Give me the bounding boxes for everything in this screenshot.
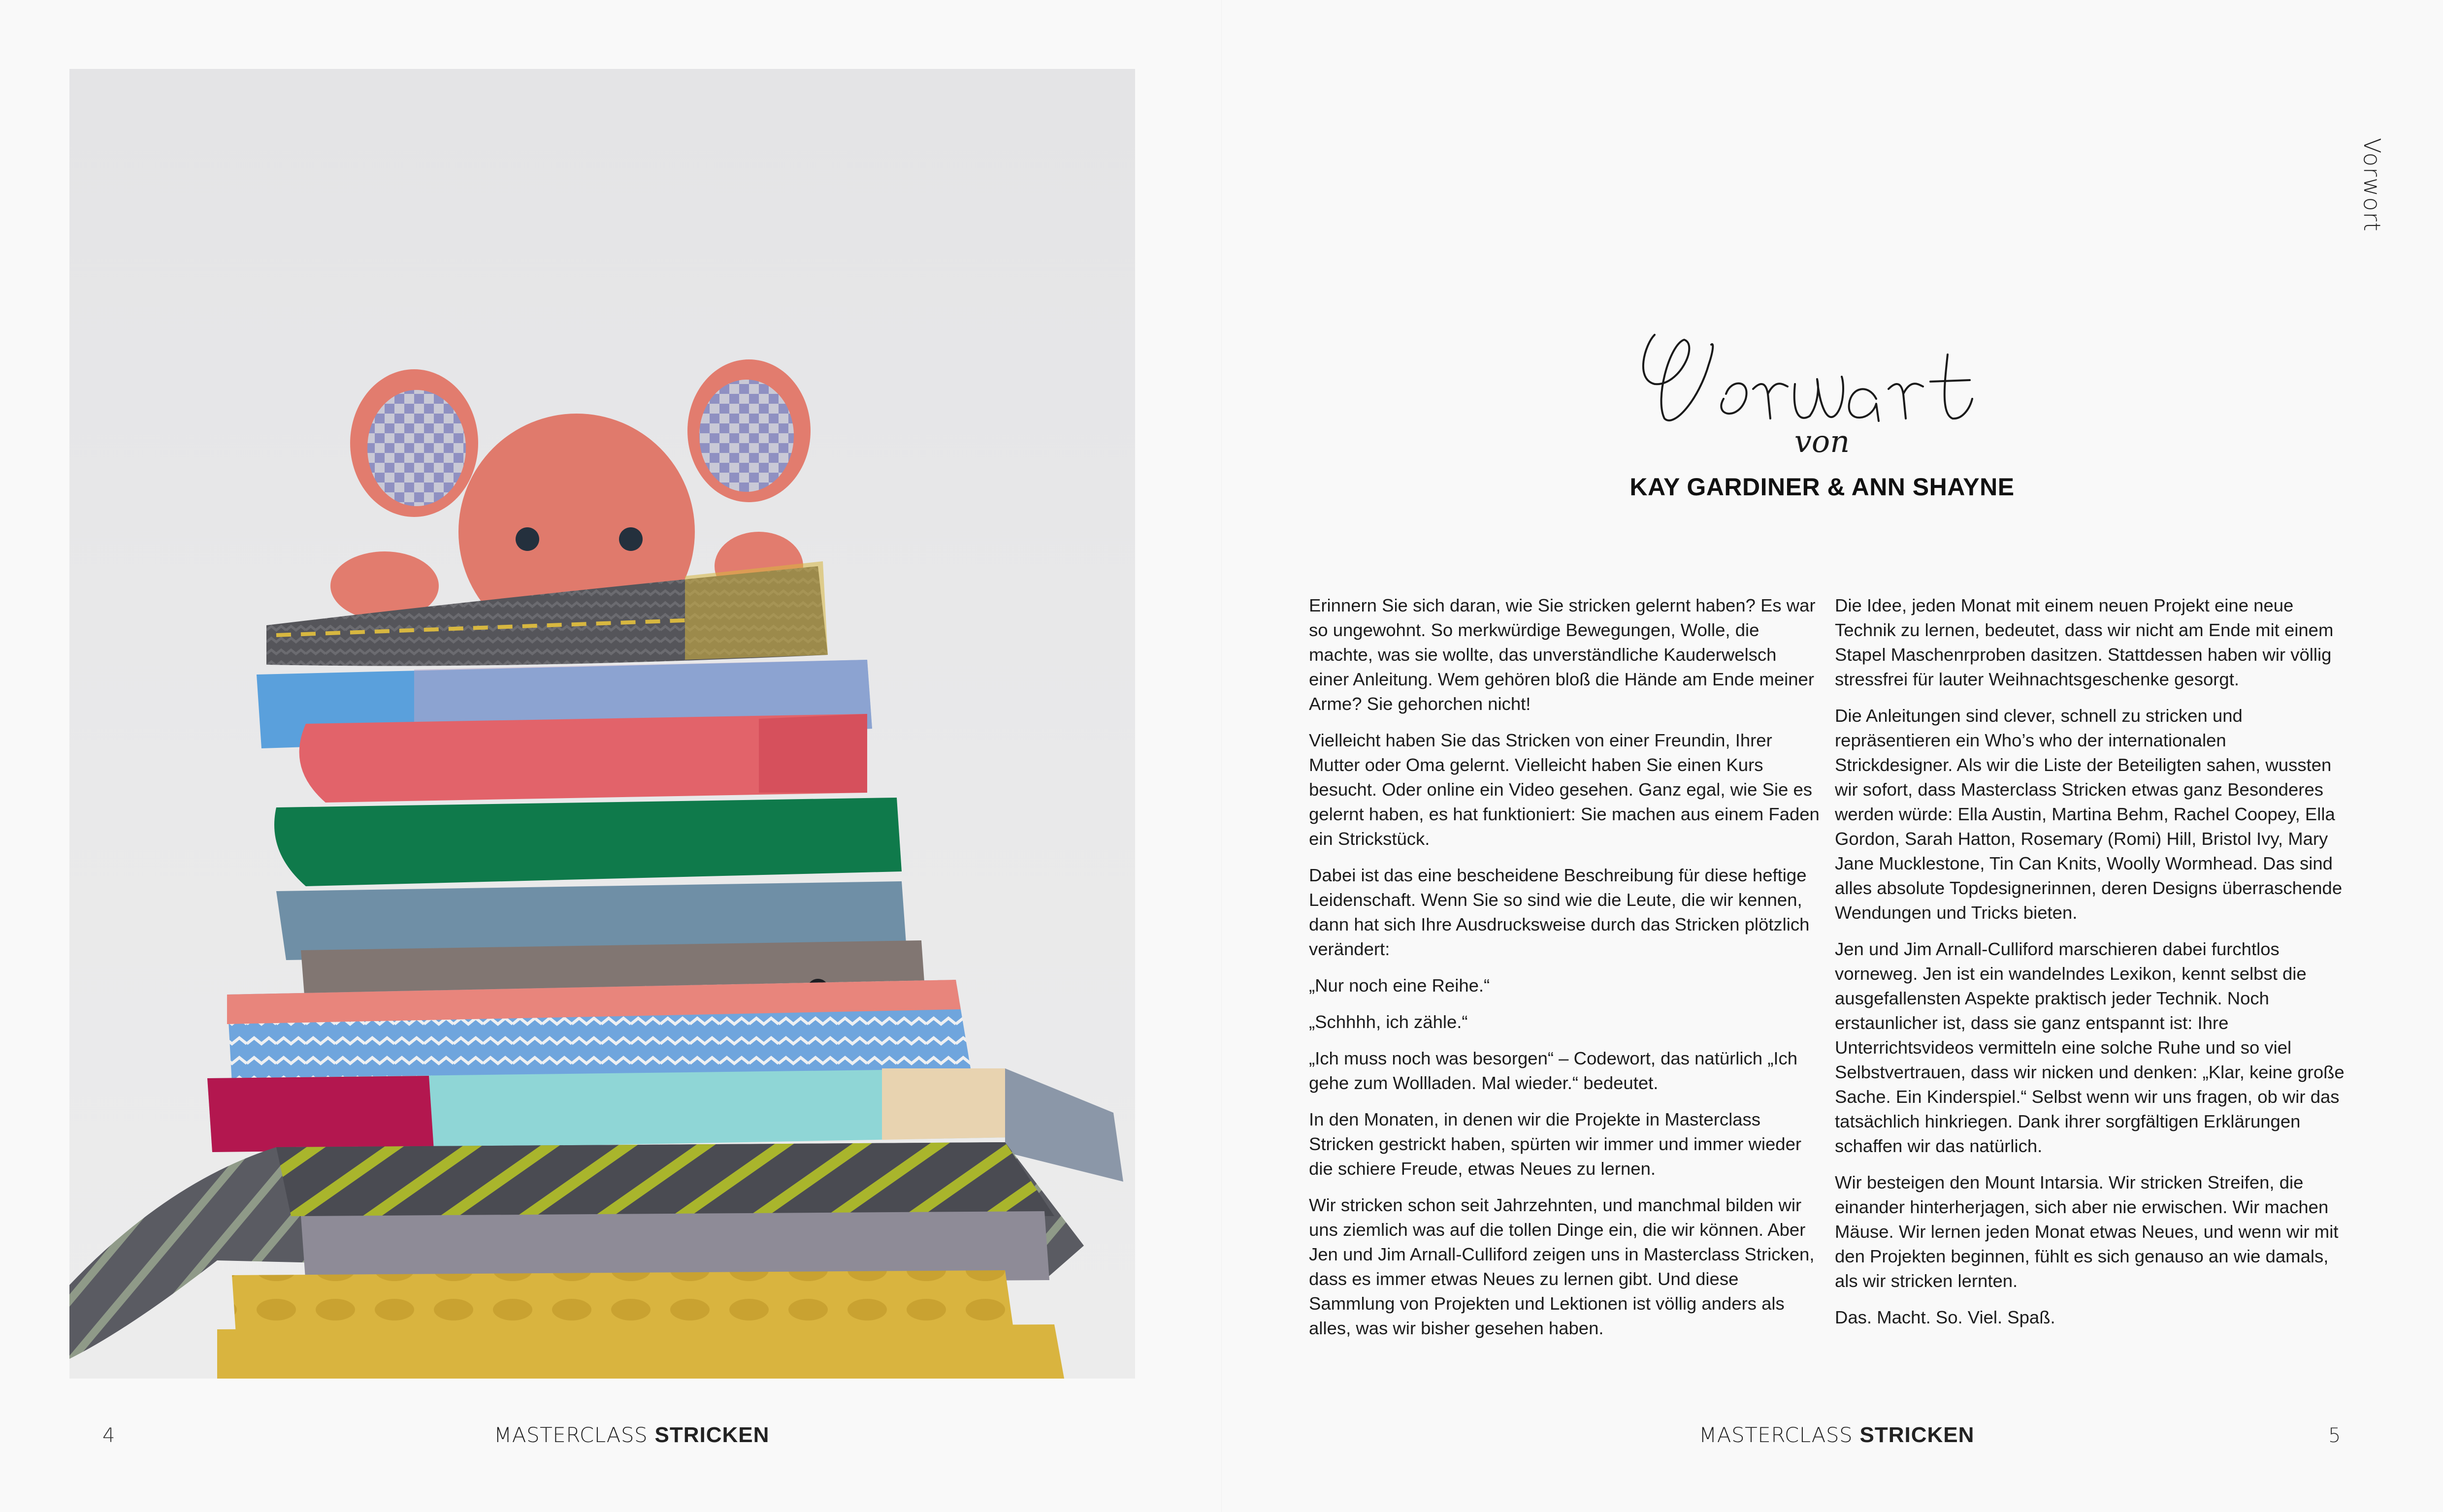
photo-knitted-mouse-stack — [69, 69, 1135, 1379]
brand-bold: STRICKEN — [654, 1423, 770, 1447]
paragraph: Die Anleitungen sind clever, schnell zu stricken und repräsentieren ein Who’s who der internationalen Strickdesigner. Als wir die Liste der Beteiligten sahen, wussten wir sofort, dass Masterclass Stricken etwas ganz Besonderes werden würde: Ella Austin, Martina Behm, Rachel Coopey, Ella Gordon, Sarah Hatton, Rosemary (Romi) Hill, Bristol Ivy, Mary Jane Mucklestone, Tin Can Knits, Woolly Wormhead. Das sind alles absolute Topdesignerinnen, deren Designs überraschende Wendungen und Tricks bieten. — [1835, 706, 2343, 923]
page-number-left: 4 — [102, 1424, 115, 1447]
paragraph: Die Idee, jeden Monat mit einem neuen Projekt eine neue Technik zu lernen, bedeutet, dass wir nicht am Ende mit einem Stapel Maschenrproben dasitzen. Stattdessen haben wir völlig stressfrei für lauter Weihnachtsgeschenke gesorgt. — [1835, 595, 2334, 689]
authors-heading: KAY GARDINER & ANN SHAYNE — [1629, 473, 2015, 501]
title-byline-von: von — [1794, 423, 1850, 459]
closing-line: Das. Macht. So. Viel. Spaß. — [1835, 1307, 2055, 1327]
text-column-right — [1835, 593, 2347, 1342]
paragraph: Jen und Jim Arnall-Culliford marschieren dabei furchtlos vorneweg. Jen ist ein wandelndes Lexikon, kennt selbst die ausgefallensten Aspekte praktisch jeder Technik. Noch erstaunlicher ist, dass sie ganz entspannt ist: Ihre Unterrichtsvideos vermitteln eine solche Ruhe und so viel Selbstvertrauen, dass wir nicken und denken: „Klar, keine große Sache. Ein Kinderspiel.“ Selbst wenn wir uns fragen, ob wir das tatsächlich hinkriegen. Dank ihrer sorgfältigen Erklärungen schaffen wir das natürlich. — [1835, 939, 2345, 1156]
brand-light: MASTERCLASS — [494, 1423, 648, 1447]
quote-paragraph: „Schhhh, ich zähle.“ — [1309, 1012, 1468, 1032]
quote-paragraph: „Ich muss noch was besorgen“ – Codewort, das natürlich „Ich gehe zum Wollladen. Mal wieder.“ bedeutet. — [1309, 1048, 1798, 1093]
brand-bold: STRICKEN — [1859, 1423, 1975, 1447]
paragraph: Wir besteigen den Mount Intarsia. Wir stricken Streifen, die einander hinterherjagen, sich aber nie erwischen. Wir machen Mäuse. Wir lernen jeden Monat etwas Neues, und wenn wir mit den Projekten beginnen, fühlt es sich genauso an wie damals, als wir stricken lernten. — [1835, 1172, 2339, 1291]
chapter-title — [1625, 325, 2019, 428]
knit-stack-illustration — [69, 69, 1135, 1379]
script-title-vorwort — [1625, 325, 2019, 428]
paragraph: In den Monaten, in denen wir die Projekte in Masterclass Stricken gestrickt haben, spürten wir immer und immer wieder die schiere Freude, etwas Neues zu lernen. — [1309, 1109, 1802, 1179]
paragraph: Dabei ist das eine bescheidene Beschreibung für diese heftige Leidenschaft. Wenn Sie so sind wie die Leute, die wir kennen, dann hat sich Ihre Ausdrucksweise durch das Stricken plötzlich verändert: — [1309, 865, 1810, 959]
running-footer-left — [494, 1423, 769, 1448]
running-footer-right — [1699, 1423, 1974, 1448]
paragraph: Vielleicht haben Sie das Stricken von einer Freundin, Ihrer Mutter oder Oma gelernt. Vielleicht haben Sie einen Kurs besucht. Oder online ein Video gesehen. Ganz egal, wie Sie es gelernt haben, es hat funktioniert: Sie machen aus einem Faden ein Strickstück. — [1309, 730, 1820, 849]
paragraph: Erinnern Sie sich daran, wie Sie stricken gelernt haben? Es war so ungewohnt. So merkwürdige Bewegungen, Wolle, die machte, was sie wollte, das unverständliche Kauderwelsch einer Anleitung. Wem gehören bloß die Hände am Ende meiner Arme? Sie gehorchen nicht! — [1309, 595, 1816, 714]
section-tab: Vorwort — [2359, 138, 2385, 232]
gutter — [1221, 0, 1222, 1512]
text-column-left — [1309, 593, 1821, 1352]
quote-paragraph: „Nur noch eine Reihe.“ — [1309, 975, 1490, 996]
paragraph: Wir stricken schon seit Jahrzehnten, und manchmal bilden wir uns ziemlich was auf die tollen Dinge ein, die wir können. Aber Jen und Jim Arnall-Culliford zeigen uns in Masterclass Stricken, dass es immer etwas Neues zu lernen gibt. Und diese Sammlung von Projekten und Lektionen ist völlig anders als alles, was wir bisher gesehen haben. — [1309, 1195, 1815, 1338]
page-number-right: 5 — [2328, 1424, 2341, 1447]
brand-light: MASTERCLASS — [1699, 1423, 1853, 1447]
